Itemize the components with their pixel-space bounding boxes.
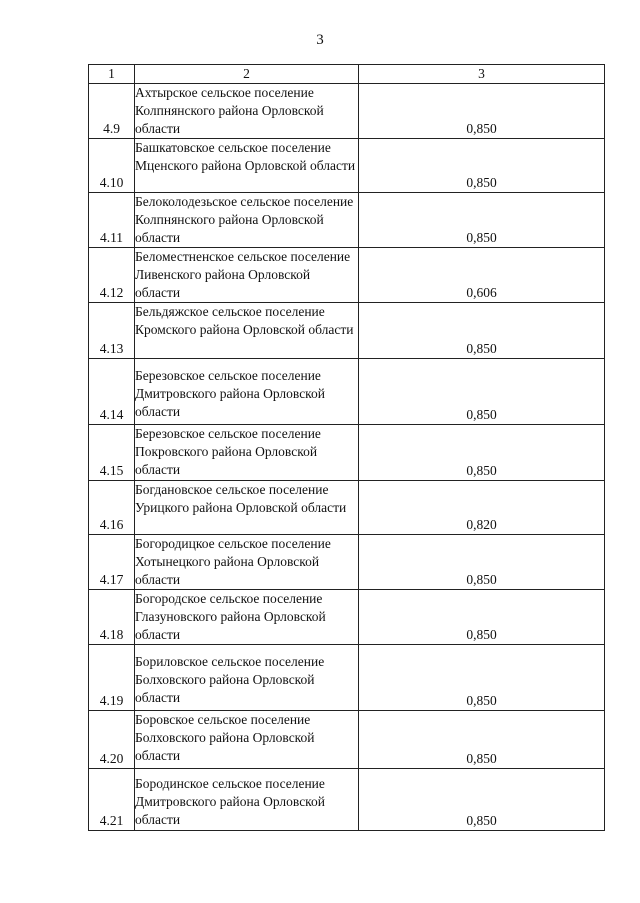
row-number: 4.12 [89, 248, 135, 303]
coefficient-value: 0,850 [359, 645, 605, 711]
settlement-name: Ахтырское сельское поселение Колпнянского района Орловской области [135, 84, 359, 139]
table-row [89, 248, 605, 303]
coefficient-value: 0,850 [359, 535, 605, 590]
table-row [89, 645, 605, 711]
row-number: 4.15 [89, 425, 135, 481]
settlement-name: Богородское сельское поселение Глазуновского района Орловской области [135, 590, 359, 645]
settlement-name: Богородицкое сельское поселение Хотынецкого района Орловской области [135, 535, 359, 590]
table-row [89, 481, 605, 535]
table-row [89, 590, 605, 645]
row-number: 4.21 [89, 769, 135, 831]
table-row [89, 769, 605, 831]
coefficient-value: 0,850 [359, 769, 605, 831]
coefficient-value: 0,606 [359, 248, 605, 303]
table-row [89, 193, 605, 248]
row-number: 4.17 [89, 535, 135, 590]
settlement-name: Березовское сельское поселение Покровского района Орловской области [135, 425, 359, 481]
table-row [89, 303, 605, 359]
settlement-name: Бородинское сельское поселение Дмитровского района Орловской области [135, 769, 359, 831]
table-row [89, 139, 605, 193]
settlement-name: Белоколодезьское сельское поселение Колпнянского района Орловской области [135, 193, 359, 248]
row-number: 4.16 [89, 481, 135, 535]
settlement-name: Березовское сельское поселение Дмитровского района Орловской области [135, 359, 359, 425]
coefficient-value: 0,850 [359, 139, 605, 193]
coefficient-value: 0,850 [359, 711, 605, 769]
table-row [89, 425, 605, 481]
coefficient-value: 0,850 [359, 359, 605, 425]
column-header-2: 2 [135, 65, 359, 84]
row-number: 4.18 [89, 590, 135, 645]
coefficient-value: 0,850 [359, 590, 605, 645]
settlement-name: Богдановское сельское поселение Урицкого района Орловской области [135, 481, 359, 535]
table-row [89, 359, 605, 425]
page-number: 3 [316, 32, 324, 48]
row-number: 4.11 [89, 193, 135, 248]
settlement-name: Беломестненское сельское поселение Ливенского района Орловской области [135, 248, 359, 303]
table-header-row [89, 65, 605, 84]
row-number: 4.10 [89, 139, 135, 193]
coefficient-value: 0,820 [359, 481, 605, 535]
table-row [89, 711, 605, 769]
settlement-name: Бориловское сельское поселение Болховского района Орловской области [135, 645, 359, 711]
settlement-name: Башкатовское сельское поселение Мценского района Орловской области [135, 139, 359, 193]
row-number: 4.20 [89, 711, 135, 769]
column-header-3: 3 [359, 65, 605, 84]
row-number: 4.13 [89, 303, 135, 359]
settlement-name: Боровское сельское поселение Болховского района Орловской области [135, 711, 359, 769]
coefficient-value: 0,850 [359, 193, 605, 248]
column-header-1: 1 [89, 65, 135, 84]
coefficient-value: 0,850 [359, 303, 605, 359]
table-row [89, 535, 605, 590]
settlement-name: Бельдяжское сельское поселение Кромского района Орловской области [135, 303, 359, 359]
row-number: 4.9 [89, 84, 135, 139]
coefficient-value: 0,850 [359, 425, 605, 481]
row-number: 4.19 [89, 645, 135, 711]
row-number: 4.14 [89, 359, 135, 425]
settlements-table [88, 64, 605, 831]
coefficient-value: 0,850 [359, 84, 605, 139]
table-row [89, 84, 605, 139]
